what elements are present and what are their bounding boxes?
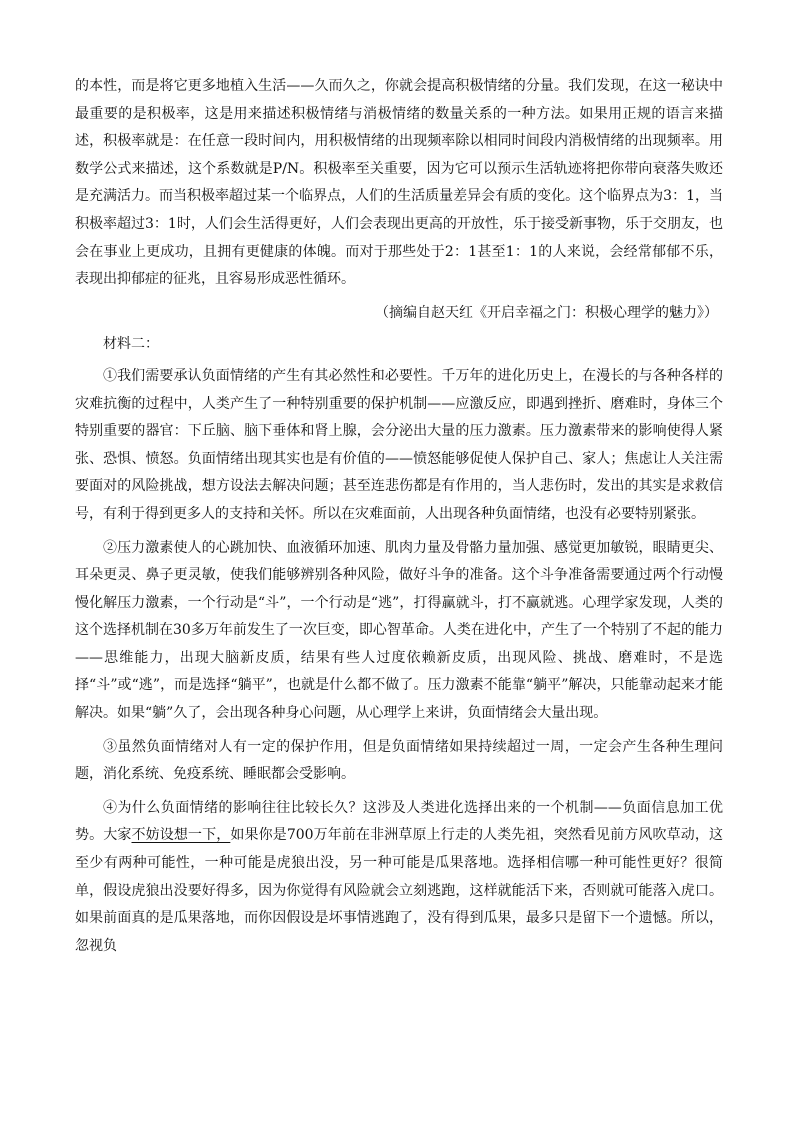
material2-paragraph-1: ①我们需要承认负面情绪的产生有其必然性和必要性。千万年的进化历史上，在漫长的与各种各样的灾难抗衡的过程中，人类产生了一种特别重要的保护机制——应激反应，即遇到挫折、磨难时，身体三个特别重要的器官：下丘脑、脑下垂体和肾上腺，会分泌出大量的压力激素。压力激素带来的影响使得人紧张、恐惧、愤怒。负面情绪出现其实也是有价值的——愤怒能够促使人保护自己、家人；焦虑让人关注需要面对的风险挑战，想方设法去解决问题；甚至连悲伤都是有作用的，当人悲伤时，发出的其实是求救信号，有利于得到更多人的支持和关怀。所以在灾难面前，人出现各种负面情绪，也没有必要特别紧张。 [75, 367, 723, 522]
paragraph-4-first-sentence: ④为什么负面情绪的影响往往比较长久？这涉及人类进化选择出来的一个机制——负面信息加工优势。 [75, 799, 723, 844]
paragraph-4-rest: 如果你是700万年前在非洲草原上行走的人类先祖，突然看见前方风吹草动，这至少有两种可能性，一种可能是虎狼出没，另一种可能是瓜果落地。选择相信哪一种可能性更好？很简单，假设虎狼出没要好得多，因为你觉得有风险就会立刻逃跑，这样就能活下来，否则就可能落入虎口。如果前面真的是瓜果落地，而你因假设是坏事情逃跑了，没有得到瓜果，最多只是留下一个遗憾。所以，忽视负 [75, 827, 724, 954]
material1-paragraph: 的本性，而是将它更多地植入生活——久而久之，你就会提高积极情绪的分量。我们发现，在这一秘诀中最重要的是积极率，这是用来描述积极情绪与消极情绪的数量关系的一种方法。如果用正规的语言来描述，积极率就是：在任意一段时间内，用积极情绪的出现频率除以相同时间段内消极情绪的出现频率。用数学公式来描述，这个系数就是P/N。积极率至关重要，因为它可以预示生活轨迹将把你带向衰落失败还是充满活力。而当积极率超过某一个临界点，人们的生活质量差异会有质的变化。这个临界点为3：1，当积极率超过3：1时，人们会生活得更好，人们会表现出更高的开放性，乐于接受新事物，乐于交朋友，也会在事业上更成功，且拥有更健康的体魄。而对于那些处于2：1甚至1：1的人来说，会经常郁郁不乐，表现出抑郁症的征兆，且容易形成恶性循环。 [75, 78, 723, 288]
material2-paragraph-2: ②压力激素使人的心跳加快、血液循环加速、肌肉力量及骨骼力量加强、感觉更加敏锐，眼睛更尖、耳朵更灵、鼻子更灵敏，使我们能够辨别各种风险，做好斗争的准备。这个斗争准备需要通过两个行动慢慢化解压力激素，一个行动是“斗”，一个行动是“逃”，打得赢就斗，打不赢就逃。心理学家发现，人类的这个选择机制在30多万年前发生了一次巨变，即心智革命。人类在进化中，产生了一个特别了不起的能力——思维能力，出现大脑新皮质，结果有些人过度依赖新皮质，出现风险、挑战、磨难时，不是选择“斗”或“逃”，而是选择“躺平”，也就是什么都不做了。压力激素不能靠“躺平”解决，只能靠动起来才能解决。如果“躺”久了，会出现各种身心问题，从心理学上来讲，负面情绪会大量出现。 [75, 539, 723, 722]
paragraph-4-lead: 大家 [103, 827, 132, 844]
underlined-phrase: 不妨设想一下， [131, 827, 231, 844]
material2-paragraph-4 [75, 795, 723, 961]
document-page [75, 73, 723, 960]
material2-label: 材料二： [103, 336, 159, 353]
material2-paragraph-3: ③虽然负面情绪对人有一定的保护作用，但是负面情绪如果持续超过一周，一定会产生各种生理问题，消化系统、免疫系统、睡眠都会受影响。 [75, 738, 723, 783]
material1-citation: （摘编自赵天红《开启幸福之门：积极心理学的魅力》） [375, 304, 718, 321]
